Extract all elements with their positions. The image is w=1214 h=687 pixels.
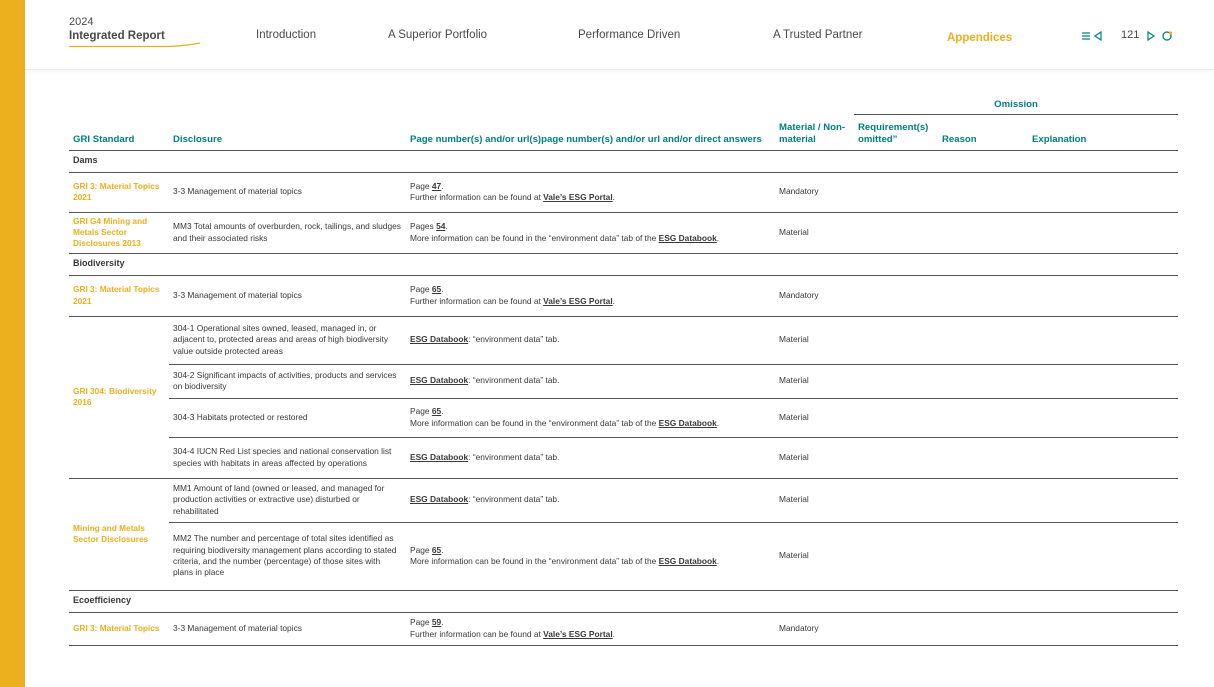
nav-introduction[interactable]: Introduction <box>256 29 317 41</box>
section-row-dams <box>69 150 1178 172</box>
logo-swoosh-icon <box>69 42 201 48</box>
disclosure-cell: MM3 Total amounts of overburden, rock, tailings, and sludges and their associated risks <box>169 212 406 253</box>
menu-icon[interactable] <box>1080 30 1092 42</box>
disclosure-cell: 3-3 Management of material topics <box>169 275 406 316</box>
side-accent-bar <box>0 0 25 687</box>
page-link[interactable]: 65 <box>431 544 442 555</box>
disclosure-cell: 304-3 Habitats protected or restored <box>169 398 406 437</box>
table-header-row-1 <box>69 95 1178 114</box>
nav-trusted-partner[interactable]: A Trusted Partner <box>773 29 863 41</box>
location-cell: ESG Databook: “environment data” tab. <box>406 437 775 478</box>
table-row <box>69 522 1178 590</box>
material-cell: Mandatory <box>775 612 854 645</box>
nav-appendices[interactable]: Appendices <box>947 32 1013 44</box>
location-cell: ESG Databook: “environment data” tab. <box>406 478 775 522</box>
table-row <box>69 364 1178 398</box>
omission-header: Omission <box>854 95 1178 114</box>
nav-superior-portfolio[interactable]: A Superior Portfolio <box>388 29 488 41</box>
esg-databook-link[interactable]: ESG Databook <box>410 494 469 505</box>
disclosure-cell: 304-1 Operational sites owned, leased, managed in, or adjacent to, protected areas and areas of high biodiversity value outside protected areas <box>169 316 406 364</box>
esg-databook-link[interactable]: ESG Databook <box>658 556 717 566</box>
table-header-row-2 <box>69 114 1178 150</box>
location-header: Page number(s) and/or url(s)page number(s) and/or url and/or direct answers <box>406 114 775 150</box>
page-number: 121 <box>1121 29 1140 41</box>
table-row <box>69 398 1178 437</box>
disclosure-cell: 3-3 Management of material topics <box>169 612 406 645</box>
esg-databook-link[interactable]: ESG Databook <box>410 334 469 345</box>
disclosure-cell: 304-2 Significant impacts of activities, products and services on biodiversity <box>169 364 406 398</box>
material-cell: Material <box>775 522 854 590</box>
report-title: Integrated Report <box>69 30 165 42</box>
table-row <box>69 275 1178 316</box>
section-title: Ecoefficiency <box>69 590 1178 612</box>
page-link[interactable]: 65 <box>431 406 442 417</box>
esg-databook-link[interactable]: ESG Databook <box>658 232 717 243</box>
gri-standard-header: GRI Standard <box>69 114 169 150</box>
location-cell: Page 65. More information can be found in the “environment data” tab of the ESG Databook. <box>406 398 775 437</box>
disclosure-cell: MM1 Amount of land (owned or leased, and managed for production activities or extractive use) disturbed or rehabilitated <box>169 478 406 522</box>
table-row <box>69 437 1178 478</box>
gri-standard-cell: GRI 304: Biodiversity 2016 <box>69 316 169 478</box>
section-title: Dams <box>69 150 1178 172</box>
material-cell: Material <box>775 316 854 364</box>
location-cell: Page 65. Further information can be found at Vale’s ESG Portal. <box>406 275 775 316</box>
disclosure-header: Disclosure <box>169 114 406 150</box>
previous-page-icon[interactable] <box>1092 30 1104 42</box>
table-row <box>69 172 1178 212</box>
top-navigation-header <box>25 0 1214 70</box>
material-cell: Mandatory <box>775 172 854 212</box>
location-cell: Page 47. Further information can be found at Vale’s ESG Portal. <box>406 172 775 212</box>
nav-performance-driven[interactable]: Performance Driven <box>578 29 681 41</box>
material-cell: Mandatory <box>775 275 854 316</box>
material-cell: Material <box>775 437 854 478</box>
table-row <box>69 478 1178 522</box>
page-link[interactable]: 59 <box>431 617 442 628</box>
report-year: 2024 <box>69 16 94 28</box>
table-row <box>69 212 1178 253</box>
section-title: Biodiversity <box>69 253 1178 275</box>
esg-portal-link[interactable]: Vale’s ESG Portal <box>543 295 613 306</box>
requirements-omitted-header: Requirement(s) omitted” <box>854 114 938 150</box>
reason-header: Reason <box>938 114 1028 150</box>
location-cell: Page 59. Further information can be found at Vale’s ESG Portal. <box>406 612 775 645</box>
explanation-header: Explanation <box>1028 114 1178 150</box>
page-link[interactable]: 54 <box>436 221 446 232</box>
disclosure-cell: 304-4 IUCN Red List species and national conservation list species with habitats in areas affected by operations <box>169 437 406 478</box>
location-cell: ESG Databook: “environment data” tab. <box>406 364 775 398</box>
material-cell: Material <box>775 212 854 253</box>
disclosure-cell: MM2 The number and percentage of total sites identified as requiring biodiversity management plans according to stated criteria, and the number (percentage) of those sites with plans in place <box>169 522 406 590</box>
location-cell: ESG Databook: “environment data” tab. <box>406 316 775 364</box>
gri-standard-cell: GRI G4 Mining and Metals Sector Disclosures 2013 <box>69 212 169 253</box>
refresh-icon[interactable] <box>1161 30 1173 42</box>
material-cell: Material <box>775 364 854 398</box>
table-row <box>69 612 1178 645</box>
gri-standard-cell: Mining and Metals Sector Disclosures <box>69 478 169 590</box>
material-header: Material / Non-material <box>775 114 854 150</box>
gri-standard-cell: GRI 3: Material Topics <box>69 612 169 645</box>
location-cell: Pages 54. More information can be found in the “environment data” tab of the ESG Databook. <box>406 212 775 253</box>
gri-content-index-table <box>69 95 1178 646</box>
next-page-icon[interactable] <box>1145 30 1157 42</box>
section-row-ecoefficiency <box>69 590 1178 612</box>
table-row <box>69 316 1178 364</box>
page-link[interactable]: 47 <box>431 180 442 191</box>
page-link[interactable]: 65 <box>431 284 442 295</box>
material-cell: Material <box>775 478 854 522</box>
gri-standard-cell: GRI 3: Material Topics 2021 <box>69 172 169 212</box>
esg-portal-link[interactable]: Vale’s ESG Portal <box>543 192 613 202</box>
esg-databook-link[interactable]: ESG Databook <box>658 417 717 428</box>
disclosure-cell: 3-3 Management of material topics <box>169 172 406 212</box>
section-row-biodiversity <box>69 253 1178 275</box>
material-cell: Material <box>775 398 854 437</box>
esg-portal-link[interactable]: Vale’s ESG Portal <box>543 628 613 639</box>
location-cell: Page 65. More information can be found in the “environment data” tab of the ESG Databook. <box>406 522 775 590</box>
page-navigation <box>1080 28 1180 44</box>
esg-databook-link[interactable]: ESG Databook <box>410 451 469 462</box>
esg-databook-link[interactable]: ESG Databook <box>410 375 469 386</box>
gri-standard-cell: GRI 3: Material Topics 2021 <box>69 275 169 316</box>
report-logo[interactable] <box>69 16 165 43</box>
